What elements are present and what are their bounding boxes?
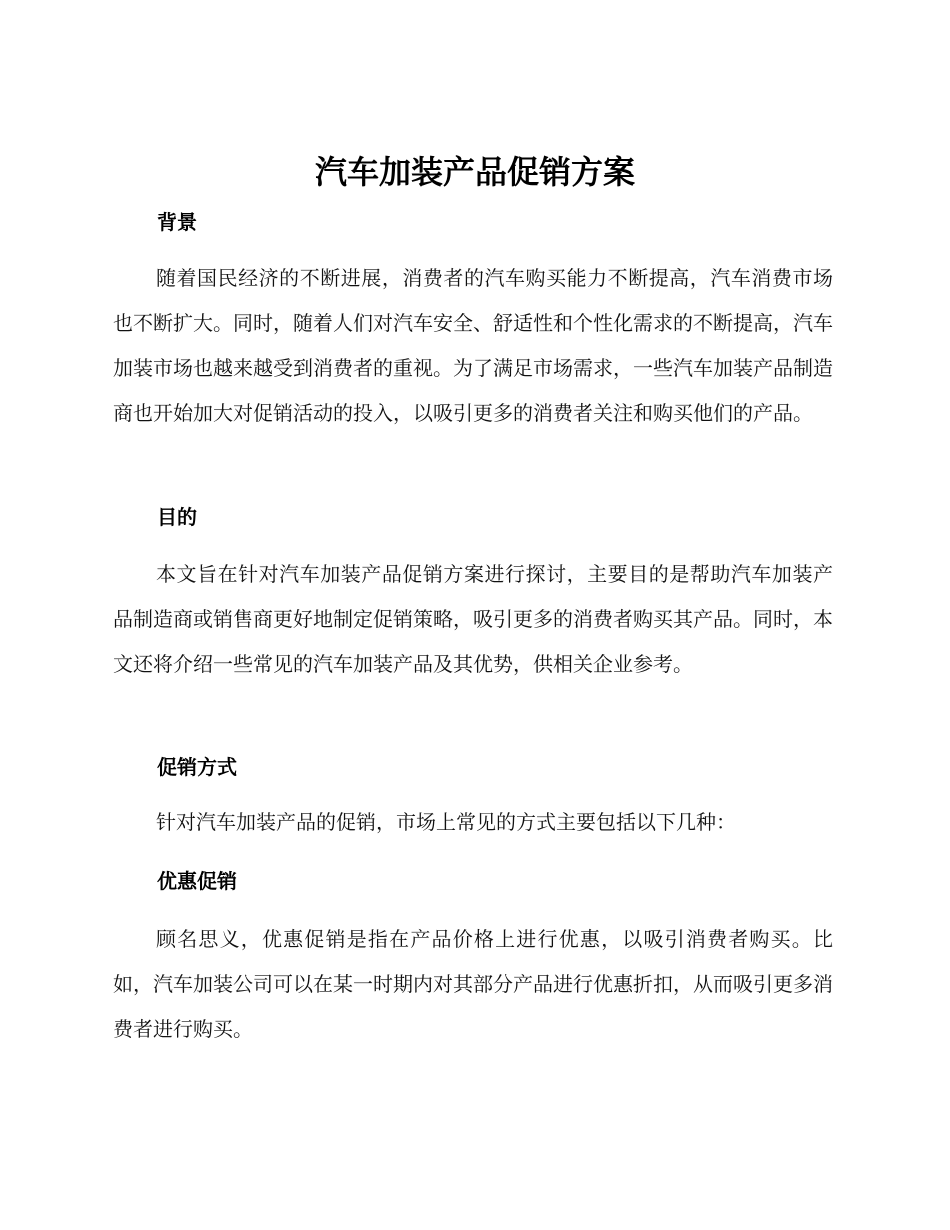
section-heading-discount-promotion: 优惠促销 (157, 869, 237, 893)
section-paragraph-purpose: 本文旨在针对汽车加装产品促销方案进行探讨，主要目的是帮助汽车加装产品制造商或销售商更好地制定促销策略，吸引更多的消费者购买其产品。同时，本文还将介绍一些常见的汽车加装产品及其优势，供相关企业参考。 (113, 562, 833, 676)
section-paragraph-background: 随着国民经济的不断进展，消费者的汽车购买能力不断提高，汽车消费市场也不断扩大。同时，随着人们对汽车安全、舒适性和个性化需求的不断提高，汽车加装市场也越来越受到消费者的重视。为了满足市场需求，一些汽车加装产品制造商也开始加大对促销活动的投入，以吸引更多的消费者关注和购买他们的产品。 (113, 266, 833, 425)
section-paragraph-promotion-methods: 针对汽车加装产品的促销，市场上常见的方式主要包括以下几种： (156, 810, 736, 834)
document-title: 汽车加装产品促销方案 (314, 153, 635, 191)
section-paragraph-discount-promotion: 顾名思义，优惠促销是指在产品价格上进行优惠，以吸引消费者购买。比如，汽车加装公司可以在某一时期内对其部分产品进行优惠折扣，从而吸引更多消费者进行购买。 (113, 927, 833, 1041)
section-heading-promotion-methods: 促销方式 (157, 755, 237, 779)
section-heading-background: 背景 (157, 210, 197, 234)
section-heading-purpose: 目的 (157, 505, 197, 529)
